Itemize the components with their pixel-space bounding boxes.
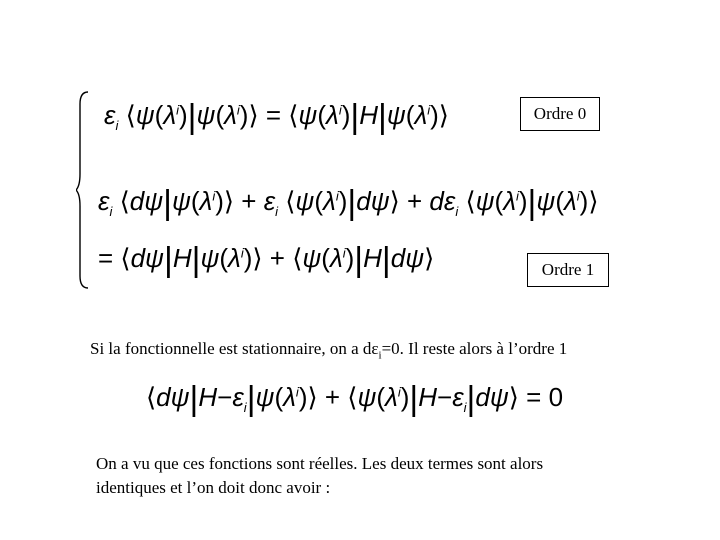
left-brace [76,90,92,290]
label-ordre-1: Ordre 1 [527,253,609,287]
equation-order-1-line-2: = $⟨d\psi|H|\psi(\lambda^i)⟩$ + $⟨\psi(\lambda^i)|H|d\psi⟩$ [98,241,435,279]
equation-order-0: $\varepsilon_i$ $⟨\psi(\lambda^i)|\psi(\lambda^i)⟩$ = $⟨\psi(\lambda^i)|H|\psi(\lambda^i)⟩$ [104,98,449,136]
stationary-condition-text: Si la fonctionnelle est stationnaire, on a $d\varepsilon_i=0$. Il reste alors à l’ordre 1 [90,339,568,362]
conclusion-line-2: identiques et l’on doit donc avoir : [96,478,331,497]
equation-order-1-line-1: $\varepsilon_i$ $⟨d\psi|\psi(\lambda^i)⟩ + \varepsilon_i$ $⟨\psi(\lambda^i)|d\psi⟩ + d\varepsilon_i$ $⟨\psi(\lambda^i)|\psi(\lambda^i)⟩$ [98,184,599,222]
equation-result: $⟨d\psi|H-\varepsilon_i|\psi(\lambda^i)⟩$ + $⟨\psi(\lambda^i)|H-\varepsilon_i|d\psi⟩ = 0$ [146,380,564,418]
conclusion-line-1: On a vu que ces fonctions sont réelles. Les deux termes sont alors [96,454,544,473]
conclusion-text [96,452,676,500]
label-ordre-0: Ordre 0 [520,97,600,131]
